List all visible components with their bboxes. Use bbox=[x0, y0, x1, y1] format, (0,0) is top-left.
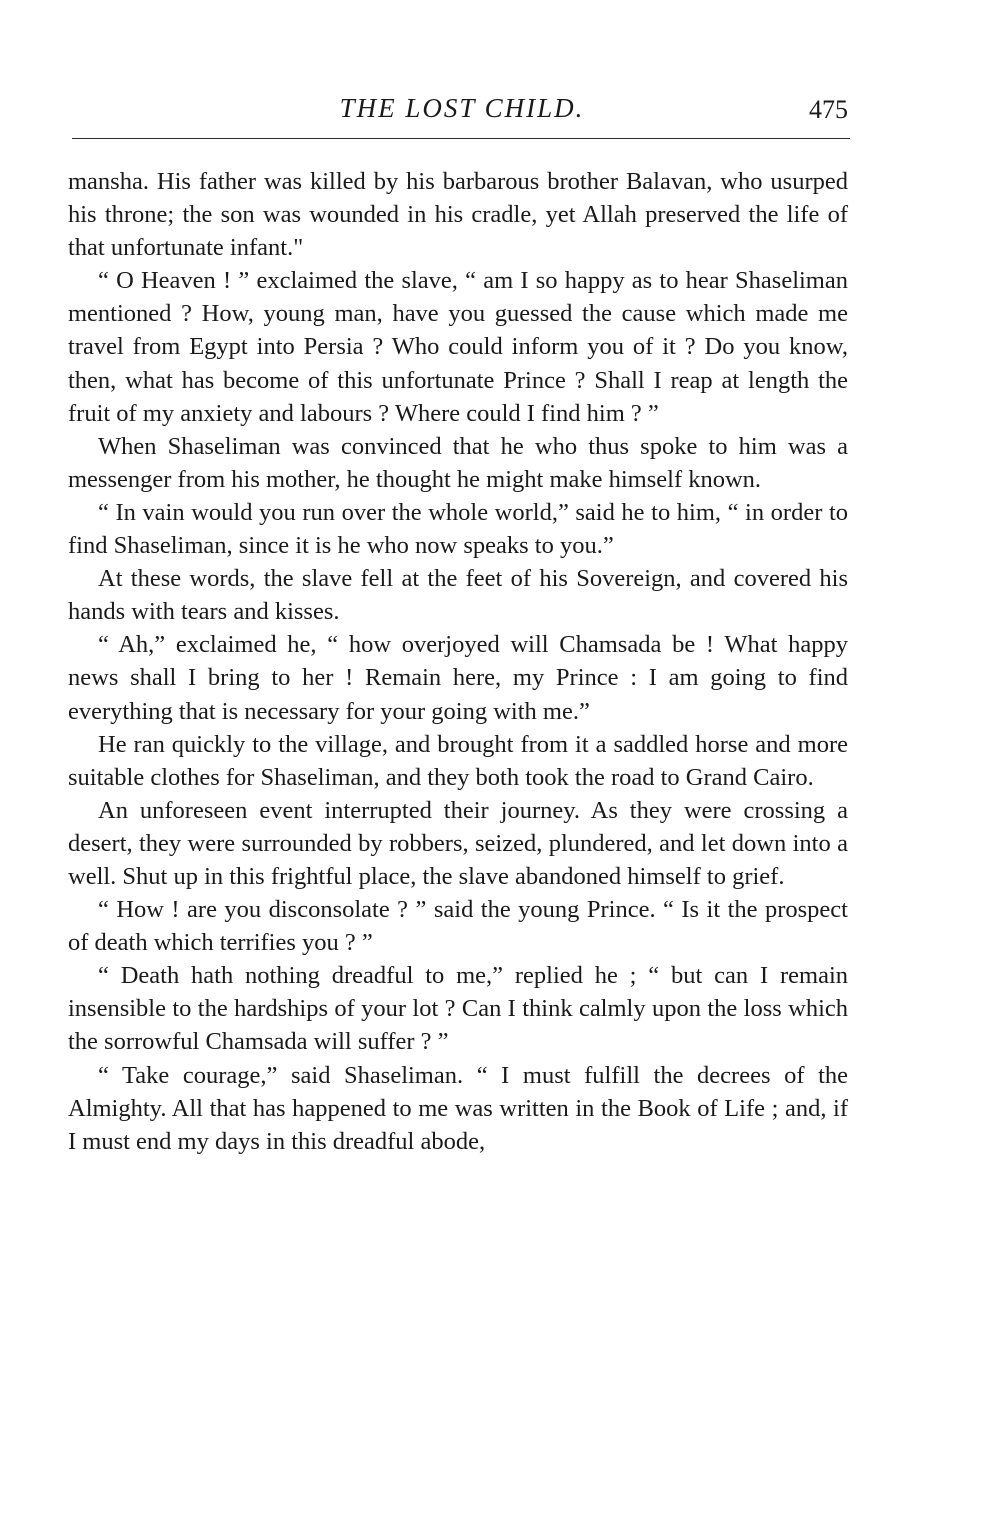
paragraph-2: “ O Heaven ! ” exclaimed the slave, “ am I so happy as to hear Shaseliman mentioned ? How, young man, have you guessed the cause which made me travel from Egypt into Persia ? Who could inform you of it ? Do you know, then, what has become of this unfortunate Prince ? Shall I reap at length the fruit of my anxiety and labours ? Where could I find him ? ” bbox=[68, 267, 848, 427]
paragraph-10: “ Death hath nothing dreadful to me,” replied he ; “ but can I remain insensible to the hardships of your lot ? Can I think calmly upon the loss which the sorrowful Chamsada will suffer ? ” bbox=[68, 962, 848, 1056]
paragraph-9: “ How ! are you disconsolate ? ” said the young Prince. “ Is it the prospect of death which terrifies you ? ” bbox=[68, 896, 848, 957]
paragraph-11: “ Take courage,” said Shaseliman. “ I must fulfill the decrees of the Almighty. All that has happened to me was written in the Book of Life ; and, if I must end my days in this dreadful abode, bbox=[68, 1061, 848, 1155]
running-title: THE LOST CHILD. bbox=[339, 93, 585, 123]
page-number: 475 bbox=[809, 95, 848, 124]
paragraph-5: At these words, the slave fell at the feet of his Sovereign, and covered his hands with tears and kisses. bbox=[68, 565, 848, 626]
paragraph-1: mansha. His father was killed by his barbarous brother Balavan, who usurped his throne; the son was wounded in his cradle, yet Allah preserved the life of that unfortunate infant." bbox=[68, 168, 848, 262]
paragraph-6: “ Ah,” exclaimed he, “ how overjoyed will Chamsada be ! What happy news shall I bring to her ! Remain here, my Prince : I am going to find everything that is necessary for your going with me.” bbox=[68, 631, 848, 725]
paragraph-3: When Shaseliman was convinced that he who thus spoke to him was a messenger from his mother, he thought he might make himself known. bbox=[68, 432, 848, 493]
body-text bbox=[68, 165, 848, 1158]
page-header bbox=[72, 88, 852, 134]
paragraph-8: An unforeseen event interrupted their journey. As they were crossing a desert, they were surrounded by robbers, seized, plundered, and let down into a well. Shut up in this frightful place, the slave abandoned himself to grief. bbox=[68, 796, 848, 890]
header-rule bbox=[72, 138, 850, 139]
paragraph-7: He ran quickly to the village, and brought from it a saddled horse and more suitable clothes for Shaseliman, and they both took the road to Grand Cairo. bbox=[68, 730, 848, 791]
paragraph-4: “ In vain would you run over the whole world,” said he to him, “ in order to find Shaseliman, since it is he who now speaks to you.” bbox=[68, 498, 848, 560]
